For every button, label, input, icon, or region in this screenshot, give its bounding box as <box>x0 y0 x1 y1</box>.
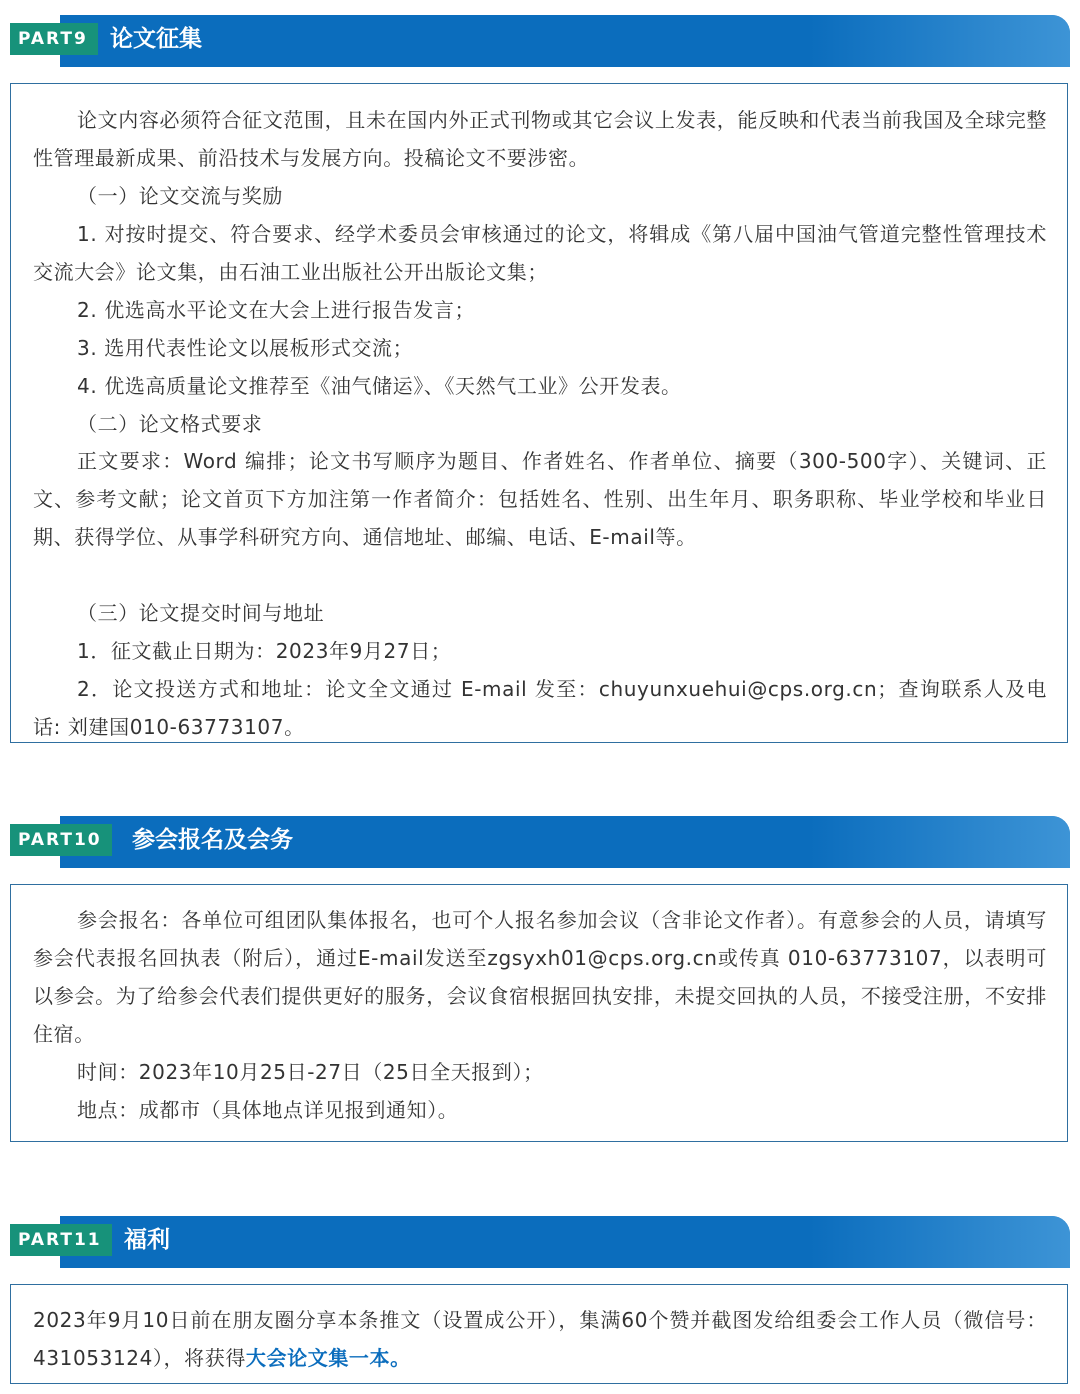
section-title: 福利 <box>124 1227 170 1253</box>
section-header-part10 <box>10 812 1070 868</box>
paragraph: 正文要求：Word 编排；论文书写顺序为题目、作者姓名、作者单位、摘要（300-500字）、关键词、正文、参考文献；论文首页下方加注第一作者简介：包括姓名、性别、出生年月、职务职称、毕业学校和毕业日期、获得学位、从事学科研究方向、通信地址、邮编、电话、E-mail等。 <box>33 449 1047 549</box>
welfare-highlight: 大会论文集一本。 <box>245 1346 411 1370</box>
section-title: 参会报名及会务 <box>132 827 293 853</box>
paragraph: 参会报名：各单位可组团队集体报名，也可个人报名参加会议（含非论文作者）。有意参会的人员，请填写参会代表报名回执表（附后），通过E-mail发送至zgsyxh01@cps.org.cn或传真 010-63773107，以表明可以参会。为了给参会代表们提供更好的服务，会议食宿根据回执安排，未提交回执的人员，不接受注册，不安排住宿。 <box>33 908 1047 1046</box>
section-header-part9 <box>10 11 1070 67</box>
paragraph: 论文内容必须符合征文范围，且未在国内外正式刊物或其它会议上发表，能反映和代表当前我国及全球完整性管理最新成果、前沿技术与发展方向。投稿论文不要涉密。 <box>33 108 1047 170</box>
subheading: （三）论文提交时间与地址 <box>77 601 325 625</box>
welfare-paragraph <box>33 1301 1047 1377</box>
subheading: （二）论文格式要求 <box>77 412 263 436</box>
content-box-part11 <box>10 1284 1068 1384</box>
paragraph: 时间：2023年10月25日-27日（25日全天报到）； <box>77 1060 544 1084</box>
subheading: （一）论文交流与奖励 <box>77 184 283 208</box>
header-bar <box>60 15 1070 67</box>
paragraph: 4. 优选高质量论文推荐至《油气储运》、《天然气工业》公开发表。 <box>77 374 682 398</box>
welfare-text: 2023年9月10日前在朋友圈分享本条推文（设置成公开），集满60个赞并截图发给组委会工作人员（微信号：431053124），将获得 <box>33 1308 1047 1370</box>
content-box-part9 <box>10 83 1068 743</box>
paragraph: 3. 选用代表性论文以展板形式交流； <box>77 336 414 360</box>
content-box-part10 <box>10 884 1068 1142</box>
header-bar <box>60 1216 1070 1268</box>
paragraph: 地点：成都市（具体地点详见报到通知）。 <box>77 1098 459 1122</box>
part-badge: PART11 <box>10 1224 112 1256</box>
part-badge: PART10 <box>10 824 112 856</box>
section-title: 论文征集 <box>110 26 202 52</box>
section-header-part11 <box>10 1212 1070 1268</box>
part-badge: PART9 <box>10 23 98 55</box>
paragraph: 2．论文投送方式和地址：论文全文通过 E-mail 发至：chuyunxuehui@cps.org.cn；查询联系人及电话: 刘建国010-63773107。 <box>33 677 1047 739</box>
paragraph: 1. 对按时提交、符合要求、经学术委员会审核通过的论文，将辑成《第八届中国油气管道完整性管理技术交流大会》论文集，由石油工业出版社公开出版论文集； <box>33 222 1047 284</box>
paragraph: 2. 优选高水平论文在大会上进行报告发言； <box>77 298 476 322</box>
paragraph: 1．征文截止日期为：2023年9月27日； <box>77 639 452 663</box>
